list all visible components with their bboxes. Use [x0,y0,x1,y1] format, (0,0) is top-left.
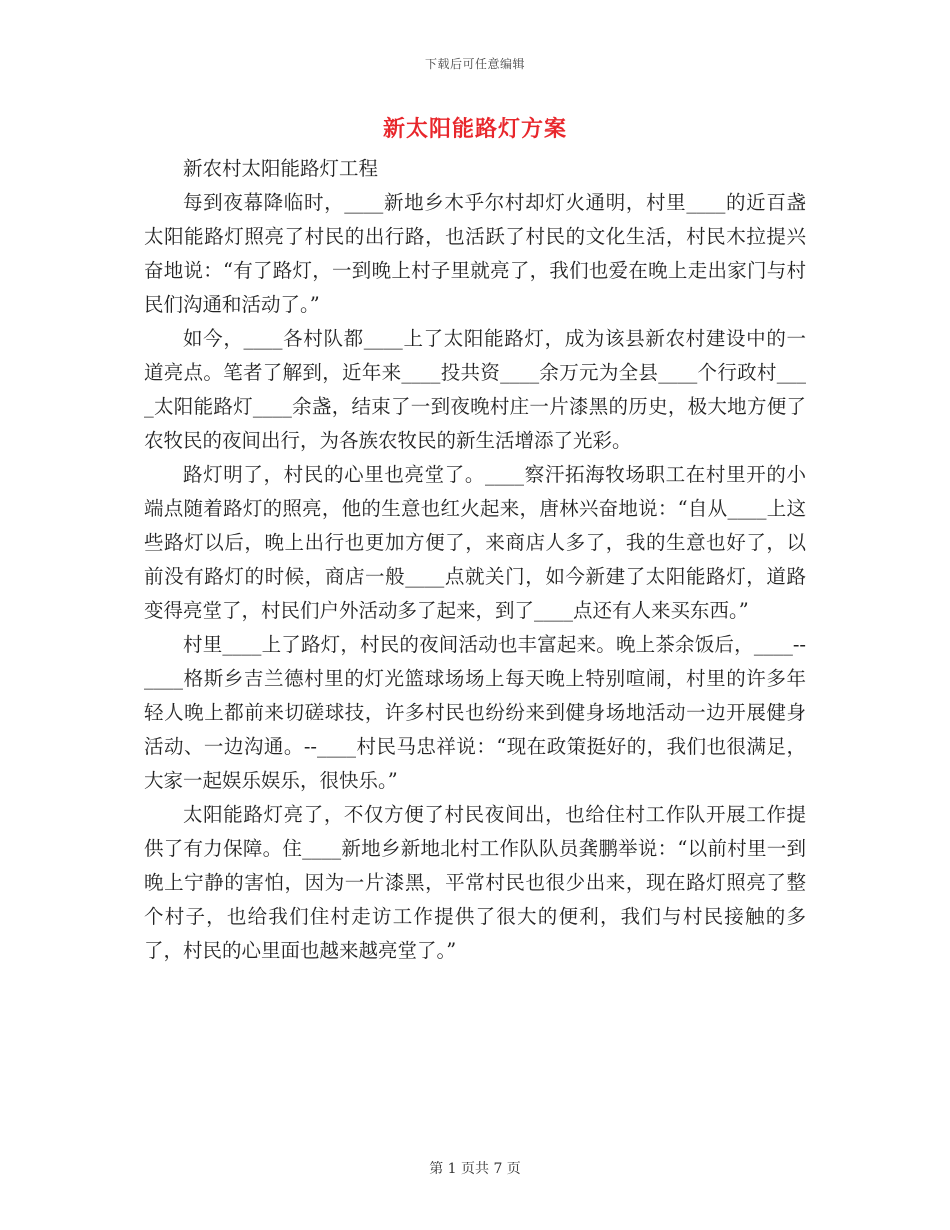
paragraph: 如今，____各村队都____上了太阳能路灯，成为该县新农村建设中的一道亮点。笔者了解到，近年来____投共资____余万元为全县____个行政村____太阳能路灯____余盏，结束了一到夜晚村庄一片漆黑的历史，极大地方便了农牧民的夜间出行，为各族农牧民的新生活增添了光彩。 [144,327,806,452]
document-title: 新太阳能路灯方案 [382,116,567,142]
paragraph: 路灯明了，村民的心里也亮堂了。____察汗拓海牧场职工在村里开的小端点随着路灯的照亮，他的生意也红火起来，唐林兴奋地说：“自从____上这些路灯以后，晚上出行也更加方便了，来商店人多了，我的生意也好了，以前没有路灯的时候，商店一般____点就关门，如今新建了太阳能路灯，道路变得亮堂了，村民们户外活动多了起来，到了____点还有人来买东西。” [144,463,806,622]
paragraph: 太阳能路灯亮了，不仅方便了村民夜间出，也给住村工作队开展工作提供了有力保障。住____新地乡新地北村工作队队员龚鹏举说：“以前村里一到晚上宁静的害怕，因为一片漆黑，平常村民也很少出来，现在路灯照亮了整个村子，也给我们住村走访工作提供了很大的便利，我们与村民接触的多了，村民的心里面也越来越亮堂了。” [144,803,806,962]
paragraph: 村里____上了路灯，村民的夜间活动也丰富起来。晚上茶余饭后，____--____格斯乡吉兰德村里的灯光篮球场场上每天晚上特别喧闹，村里的许多年轻人晚上都前来切磋球技，许多村民也纷纷来到健身场地活动一边开展健身活动、一边沟通。--____村民马忠祥说：“现在政策挺好的，我们也很满足，大家一起娱乐娱乐，很快乐。” [144,633,806,792]
document-subtitle: 新农村太阳能路灯工程 [183,157,379,180]
paragraph: 每到夜幕降临时，____新地乡木乎尔村却灯火通明，村里____的近百盏太阳能路灯照亮了村民的出行路，也活跃了村民的文化生活，村民木拉提兴奋地说：“有了路灯，一到晚上村子里就亮了，我们也爱在晚上走出家门与村民们沟通和活动了。” [144,191,806,316]
page-indicator: 第 1 页共 7 页 [429,1161,521,1177]
document-body [144,152,806,968]
header-note: 下载后可任意编辑 [424,57,525,71]
